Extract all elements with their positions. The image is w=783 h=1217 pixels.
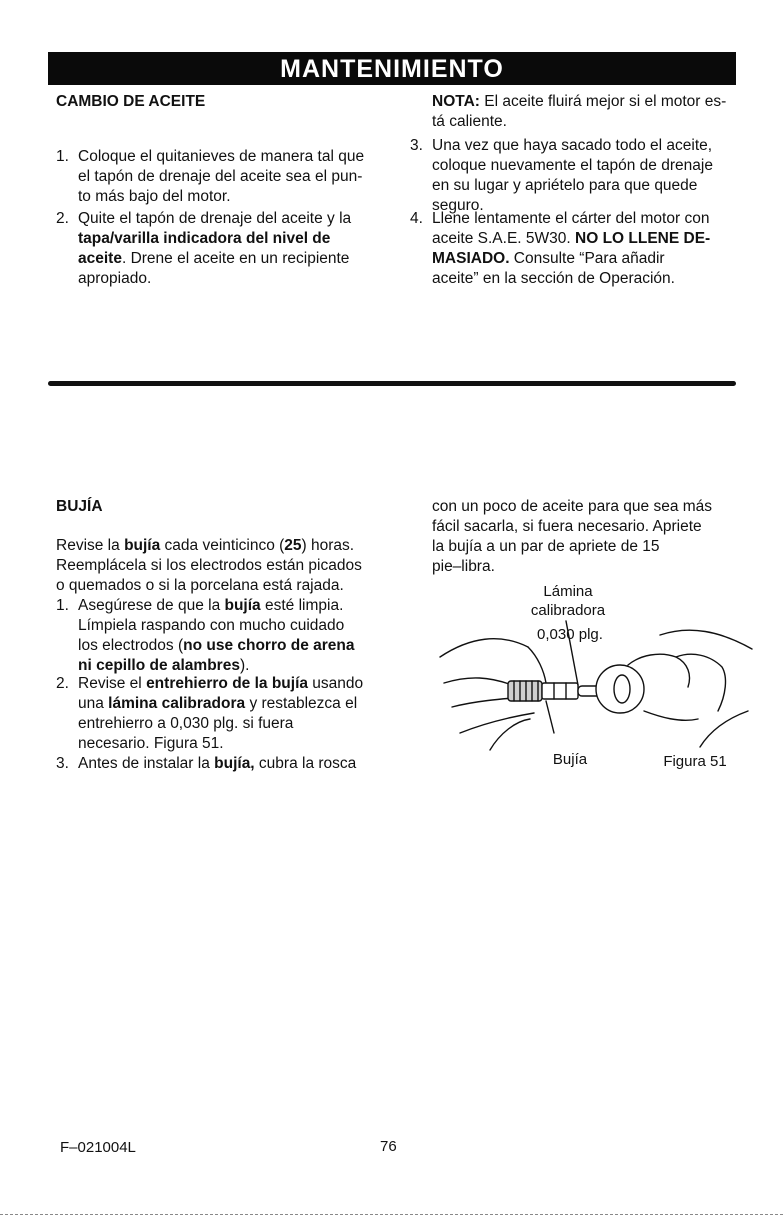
document-code: F–021004L xyxy=(60,1139,136,1156)
bold-term: bujía xyxy=(224,597,261,614)
text-run: los electrodos ( xyxy=(78,637,184,654)
text-run: cubra la rosca xyxy=(254,755,357,772)
text-line xyxy=(78,249,351,269)
text-line: la bujía a un par de apriete de 15 xyxy=(432,538,660,555)
text-run: Antes de instalar la xyxy=(78,755,215,772)
text-line: apropiado. xyxy=(78,270,152,287)
text-line: seguro. xyxy=(432,197,484,214)
text-line: con un poco de aceite para que sea más xyxy=(432,498,713,515)
step-text xyxy=(78,147,364,207)
text-run: usando xyxy=(308,675,364,692)
step-text xyxy=(78,754,356,774)
text-run: Asegúrese de que la xyxy=(78,597,225,614)
text-line: Reemplácela si los electrodos están picados xyxy=(56,557,362,574)
step-text xyxy=(432,209,710,289)
spark-plug-gap-illustration xyxy=(430,615,760,755)
text-run: Consulte “Para añadir xyxy=(509,250,665,267)
bold-term: no use chorro de arena xyxy=(183,637,355,654)
text-line: necesario. Figura 51. xyxy=(78,735,224,752)
step-number: 4. xyxy=(410,210,423,227)
text-run: y restablezca el xyxy=(245,695,358,712)
text-line: fácil sacarla, si fuera necesario. Apriete xyxy=(432,518,702,535)
right-hand-outline xyxy=(660,630,752,649)
oil-step-2 xyxy=(56,209,386,289)
text-line xyxy=(78,596,355,616)
spark-intro xyxy=(56,536,396,596)
text-line: Llene lentamente el cárter del motor con xyxy=(432,210,710,227)
feeler-gauge-disc xyxy=(596,665,644,713)
spark-step-2 xyxy=(56,674,396,754)
bold-term: 25 xyxy=(284,537,302,554)
text-line xyxy=(56,536,396,556)
step-number: 3. xyxy=(410,137,423,154)
note-label: NOTA: xyxy=(432,93,480,110)
text-run: ). xyxy=(239,657,250,674)
text-line xyxy=(432,249,710,269)
page-number: 76 xyxy=(380,1138,397,1155)
right-hand-outline xyxy=(700,711,748,747)
figure-label-plug: Bujía xyxy=(552,751,588,768)
bold-warning: MASIADO. xyxy=(432,250,510,267)
text-line: entrehierro a 0,030 plg. si fuera xyxy=(78,715,294,732)
text-line: Coloque el quitanieves de manera tal que xyxy=(78,148,365,165)
text-line: calibradora xyxy=(530,602,606,619)
spark-step-3-continued xyxy=(432,497,752,577)
oil-note xyxy=(432,92,742,132)
text-line: o quemados o si la porcelana está rajada. xyxy=(56,577,344,594)
oil-change-heading: CAMBIO DE ACEITE xyxy=(56,93,206,110)
text-run: Revise la xyxy=(56,537,125,554)
bold-term: tapa/varilla indicadora del nivel de xyxy=(78,230,331,247)
spark-plug-heading: BUJÍA xyxy=(56,498,103,515)
spark-plug-hex xyxy=(542,683,578,699)
bold-warning: NO LO LLENE DE- xyxy=(575,230,711,247)
spark-plug-body xyxy=(508,681,542,701)
text-run: ) horas. xyxy=(301,537,355,554)
step-number: 3. xyxy=(56,755,69,772)
text-line xyxy=(78,754,356,774)
text-line xyxy=(432,92,742,112)
text-line: en su lugar y apriételo para que quede xyxy=(432,177,698,194)
plug-leader-line xyxy=(546,701,554,733)
step-number: 2. xyxy=(56,210,69,227)
step-text xyxy=(432,136,713,216)
bold-term: ni cepillo de alambres xyxy=(78,657,240,674)
step-number: 1. xyxy=(56,148,69,165)
page-edge-line xyxy=(0,1214,783,1215)
spark-step-3 xyxy=(56,754,396,774)
oil-step-1 xyxy=(56,147,386,207)
text-line: pie–libra. xyxy=(432,558,495,575)
spark-step-1 xyxy=(56,596,396,676)
text-run: cada veinticinco ( xyxy=(160,537,285,554)
left-hand-outline xyxy=(490,719,530,750)
text-run: esté limpia. xyxy=(260,597,344,614)
bold-term: bujía, xyxy=(214,755,255,772)
bold-term: entrehierro de la bujía xyxy=(146,675,308,692)
text-line: el tapón de drenaje del aceite sea el pun- xyxy=(78,168,363,185)
text-line: to más bajo del motor. xyxy=(78,188,231,205)
text-line: Una vez que haya sacado todo el aceite, xyxy=(432,137,713,154)
figure-label-gap: 0,030 plg. xyxy=(537,626,603,643)
left-hand-outline xyxy=(440,639,528,657)
text-line xyxy=(432,229,710,249)
oil-step-4 xyxy=(410,209,750,289)
figure-caption: Figura 51 xyxy=(663,753,727,770)
text-line: aceite” en la sección de Operación. xyxy=(432,270,675,287)
bold-term: aceite xyxy=(78,250,122,267)
left-thumb xyxy=(460,713,534,733)
text-run: aceite S.A.E. 5W30. xyxy=(432,230,576,247)
text-line: Lámina xyxy=(543,583,593,600)
text-run: . Drene el aceite en un recipiente xyxy=(121,250,350,267)
text-line xyxy=(78,674,363,694)
step-text xyxy=(78,674,363,754)
bold-term: lámina calibradora xyxy=(108,695,246,712)
text-run: una xyxy=(78,695,109,712)
text-line: Límpiela raspando con mucho cuidado xyxy=(78,617,345,634)
oil-step-3 xyxy=(410,136,740,216)
right-thumb xyxy=(644,711,698,720)
gap-leader-line xyxy=(566,621,578,685)
text-run: El aceite fluirá mejor si el motor es- xyxy=(479,93,727,110)
bold-term: bujía xyxy=(124,537,161,554)
section-title-banner: MANTENIMIENTO xyxy=(48,52,736,85)
step-number: 1. xyxy=(56,597,69,614)
left-hand-outline xyxy=(528,647,546,683)
text-line xyxy=(78,656,355,676)
step-text xyxy=(78,209,351,289)
text-line: Quite el tapón de drenaje del aceite y la xyxy=(78,210,352,227)
step-text xyxy=(78,596,355,676)
text-line xyxy=(78,694,363,714)
text-line: coloque nuevamente el tapón de drenaje xyxy=(432,157,713,174)
text-line: tá caliente. xyxy=(432,113,507,130)
step-number: 2. xyxy=(56,675,69,692)
text-line xyxy=(78,636,355,656)
text-line xyxy=(78,229,351,249)
text-run: Revise el xyxy=(78,675,147,692)
section-divider xyxy=(48,381,736,386)
